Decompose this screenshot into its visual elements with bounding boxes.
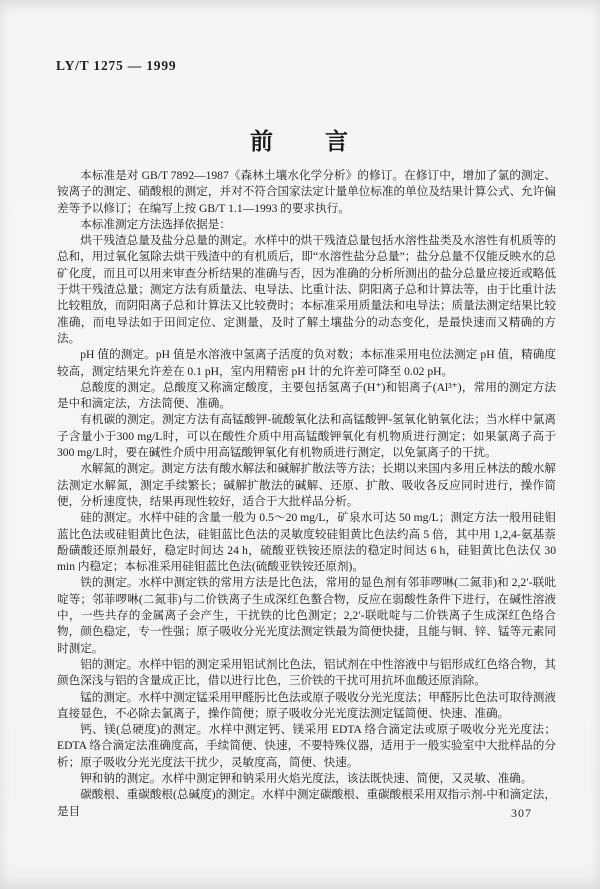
- paragraph-residue-salts: 烘干残渣总量及盐分总量的测定。水样中的烘干残渣总量包括水溶性盐类及水溶性有机质等的总和，用过氧化氢除去烘干残渣中的有机质后，即“水溶性盐分总量”；盐分总量不仅能反映水的总矿化度，而且可以用来审查分析结果的准确与否，因为准确的分析所测出的盐分总量应接近或略低于烘干残渣总量；测定方法有质量法、电导法、比重计法、阴阳离子总和计算法等，由于比重计法比较粗放，而阴阳离子总和计算法又比较费时；本标准采用质量法和电导法；质量法测定结果比较准确，而电导法如于田间定位、定测量，及时了解土壤盐分的动态变化，是最快速而又精确的方法。: [57, 234, 556, 345]
- paragraph-hydrolyzed-nitrogen: 水解氮的测定。测定方法有酸水解法和碱解扩散法等方法；长期以来国内多用丘林法的酸水解法测定水解氮，测定手续繁长；碱解扩散法的碱解、还原、扩散、吸收各反应同时进行，操作简便，分析速度快，结果再现性较好，适合于大批样品分析。: [57, 462, 556, 508]
- paragraph-iron: 铁的测定。水样中测定铁的常用方法是比色法，常用的显色剂有邻菲啰啉(二氮菲)和 2,2′-联吡啶等；邻菲啰啉(二氮菲)与二价铁离子生成深红色螯合物，反应在弱酸性条件下进行，在碱性溶液中，一些共存的金属离子会产生，干扰铁的比色测定；2,2′-联吡啶与二价铁离子生成深红色络合物，颜色稳定，专一性强；原子吸收分光光度法测定铁最为简便快捷，且能与铜、锌、锰等元素同时测定。: [57, 576, 556, 655]
- page-number: 307: [511, 806, 532, 820]
- paragraph-revision-note: 本标准是对 GB/T 7892—1987《森林土壤水化学分析》的修订。在修订中，增加了氯的测定、铵离子的测定、硝酸根的测定，并对不符合国家法定计量单位标准的单位及结果计算公式、允许偏差等予以修订；在编写上按 GB/T 1.1—1993 的要求执行。: [57, 169, 556, 215]
- paragraph-aluminum: 铝的测定。水样中铝的测定采用铝试剂比色法，铝试剂在中性溶液中与铝形成红色络合物，其颜色深浅与铝的含量成正比，借以进行比色，三价铁的干扰可用抗坏血酸还原消除。: [57, 657, 556, 688]
- foreword-body: [57, 168, 556, 820]
- paragraph-carbonate: 碳酸根、重碳酸根(总碱度)的测定。水样中测定碳酸根、重碳酸根采用双指示剂-中和滴定法，是目: [57, 788, 556, 818]
- standard-number: LY/T 1275 — 1999: [56, 58, 177, 73]
- paragraph-calcium-magnesium: 钙、镁(总硬度)的测定。水样中测定钙、镁采用 EDTA 络合滴定法或原子吸收分光光度法；EDTA 络合滴定法准确度高，手续简便、快速，不要特殊仪器，适用于一般实验室中大批样品的分析；原子吸收分光光度法干扰少，灵敏度高，简便、快速。: [57, 723, 556, 769]
- paragraph-silicon: 硅的测定。水样中硅的含量一般为 0.5～20 mg/L，矿泉水可达 50 mg/L；测定方法一般用硅钼蓝比色法或硅钼黄比色法，硅钼蓝比色法的灵敏度较硅钼黄比色法约高 5 倍，其中用 1,2,4-氨基萘酚磺酸还原剂最好，稳定时间达 24 h，硫酸亚铁铵还原法的稳定时间达 6 h，硅钼黄比色法仅 30 min 内稳定；本标准采用硅钼蓝比色法(硫酸亚铁铵还原剂)。: [57, 511, 556, 574]
- paragraph-manganese: 锰的测定。水样中测定锰采用甲醛肟比色法或原子吸收分光光度法；甲醛肟比色法可取待测液直接显色，不必除去氯离子，操作简便；原子吸收分光光度法测定锰简便、快速、准确。: [57, 690, 556, 720]
- paragraph-method-basis-intro: 本标准测定方法选择依据是：: [80, 217, 231, 231]
- page-title: 前 言: [250, 129, 350, 154]
- paragraph-organic-carbon: 有机碳的测定。测定方法有高锰酸钾-硫酸氧化法和高锰酸钾-氢氧化钠氧化法；当水样中氯离子含量小于300 mg/L时，可以在酸性介质中用高锰酸钾氧化有机物质进行测定；如果氯离子高于300 mg/L时，要在碱性介质中用高锰酸钾氧化有机物质进行测定，以免氯离子的干扰。: [57, 413, 556, 460]
- paragraph-potassium-sodium: 钾和钠的测定。水样中测定钾和钠采用火焰光度法，该法既快速、简便，又灵敏、准确。: [80, 771, 533, 785]
- paragraph-ph: pH 值的测定。pH 值是水溶液中氢离子活度的负对数；本标准采用电位法测定 pH 值，精确度较高，测定结果允许差在 0.1 pH，室内用精密 pH 计的允许差可降至 0.02 pH。: [57, 348, 556, 378]
- paragraph-total-acidity: 总酸度的测定。总酸度又称滴定酸度，主要包括氢离子(H⁺)和铝离子(Al³⁺)，常用的测定方法是中和滴定法，方法简便、准确。: [57, 380, 556, 411]
